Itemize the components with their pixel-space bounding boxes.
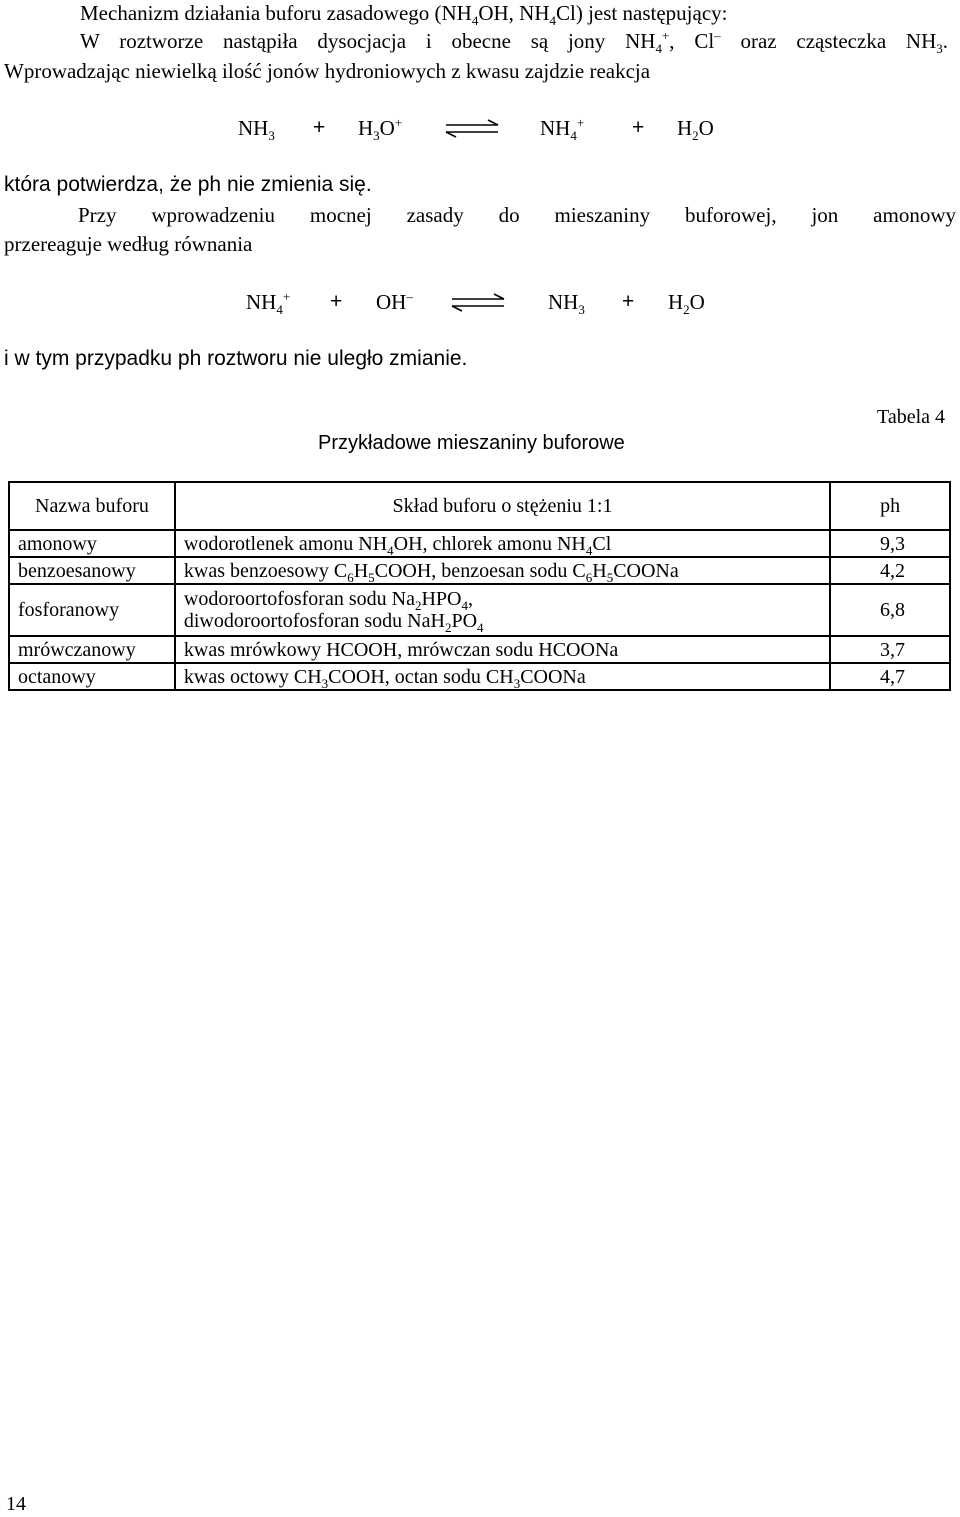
base-intro-line-2: przereaguje według równania	[4, 232, 253, 256]
eq1-plus-2: +	[632, 116, 645, 139]
eq1-reactant-nh3: $NH_3$	[238, 116, 275, 144]
eq1-product-nh4: $NH_4^+$	[540, 115, 585, 144]
table-caption: Przykładowe mieszaniny buforowe	[318, 432, 625, 454]
equation-base	[0, 289, 960, 317]
conclusion-line: która potwierdza, że ph nie zmienia się.	[4, 173, 372, 196]
table-row	[9, 636, 950, 663]
eq2-plus-2: +	[622, 290, 635, 313]
buffer-name: octanowy	[9, 663, 175, 690]
equilibrium-arrow-icon	[444, 119, 500, 139]
buffer-composition: kwas benzoesowy $C_6H_5COOH$, benzoesan sodu $C_6H_5COONa$	[175, 557, 830, 584]
buffer-name: fosforanowy	[9, 584, 175, 636]
header-name: Nazwa buforu	[9, 482, 175, 530]
final-line: i w tym przypadku ph roztworu nie uległo zmianie.	[4, 347, 468, 370]
intro-line-1: Mechanizm działania buforu zasadowego ($NH_4OH$, $NH_4Cl$) jest następujący:	[80, 1, 728, 29]
eq2-reactant-oh: OH–	[376, 289, 413, 314]
buffer-ph: 3,7	[830, 636, 950, 663]
header-ph: ph	[830, 482, 950, 530]
eq1-plus: +	[313, 116, 326, 139]
table-row	[9, 530, 950, 557]
base-intro-line-1: Przy wprowadzeniu mocnej zasady do mieszaniny buforowej, jon amonowy	[78, 203, 956, 227]
buffer-name: mrówczanowy	[9, 636, 175, 663]
intro-line-3: Wprowadzając niewielką ilość jonów hydroniowych z kwasu zajdzie reakcja	[4, 59, 651, 83]
buffer-ph: 6,8	[830, 584, 950, 636]
header-composition: Skład buforu o stężeniu 1:1	[175, 482, 830, 530]
equation-acid	[0, 115, 960, 143]
buffer-table	[8, 481, 951, 691]
eq2-product-nh3: $NH_3$	[548, 290, 585, 318]
page-number: 14	[6, 1493, 26, 1515]
intro-line-2: W roztworze nastąpiła dysocjacja i obecne są jony $NH_4^+$, Cl– oraz cząsteczka $NH_3$.	[80, 28, 949, 57]
eq1-product-h2o: $H_2O$	[677, 116, 714, 144]
table-label: Tabela 4	[877, 406, 946, 428]
buffer-composition: wodoroortofosforan sodu $Na_2HPO_4$, diwodoroortofosforan sodu $NaH_2PO_4$	[175, 584, 830, 636]
table-row	[9, 663, 950, 690]
buffer-composition: wodorotlenek amonu $NH_4OH$, chlorek amonu $NH_4Cl$	[175, 530, 830, 557]
buffer-composition: kwas octowy $CH_3COOH$, octan sodu $CH_3COONa$	[175, 663, 830, 690]
table-row	[9, 584, 950, 636]
table-header-row	[9, 482, 950, 530]
buffer-name: amonowy	[9, 530, 175, 557]
buffer-name: benzoesanowy	[9, 557, 175, 584]
table-row	[9, 557, 950, 584]
equilibrium-arrow-icon	[450, 293, 506, 313]
buffer-ph: 4,2	[830, 557, 950, 584]
buffer-ph: 4,7	[830, 663, 950, 690]
eq1-reactant-h3o: $H_3O^+$	[358, 115, 403, 144]
buffer-composition: kwas mrówkowy HCOOH, mrówczan sodu HCOONa	[175, 636, 830, 663]
buffer-ph: 9,3	[830, 530, 950, 557]
eq2-reactant-nh4: $NH_4^+$	[246, 289, 291, 318]
eq2-plus: +	[330, 290, 343, 313]
eq2-product-h2o: $H_2O$	[668, 290, 705, 318]
